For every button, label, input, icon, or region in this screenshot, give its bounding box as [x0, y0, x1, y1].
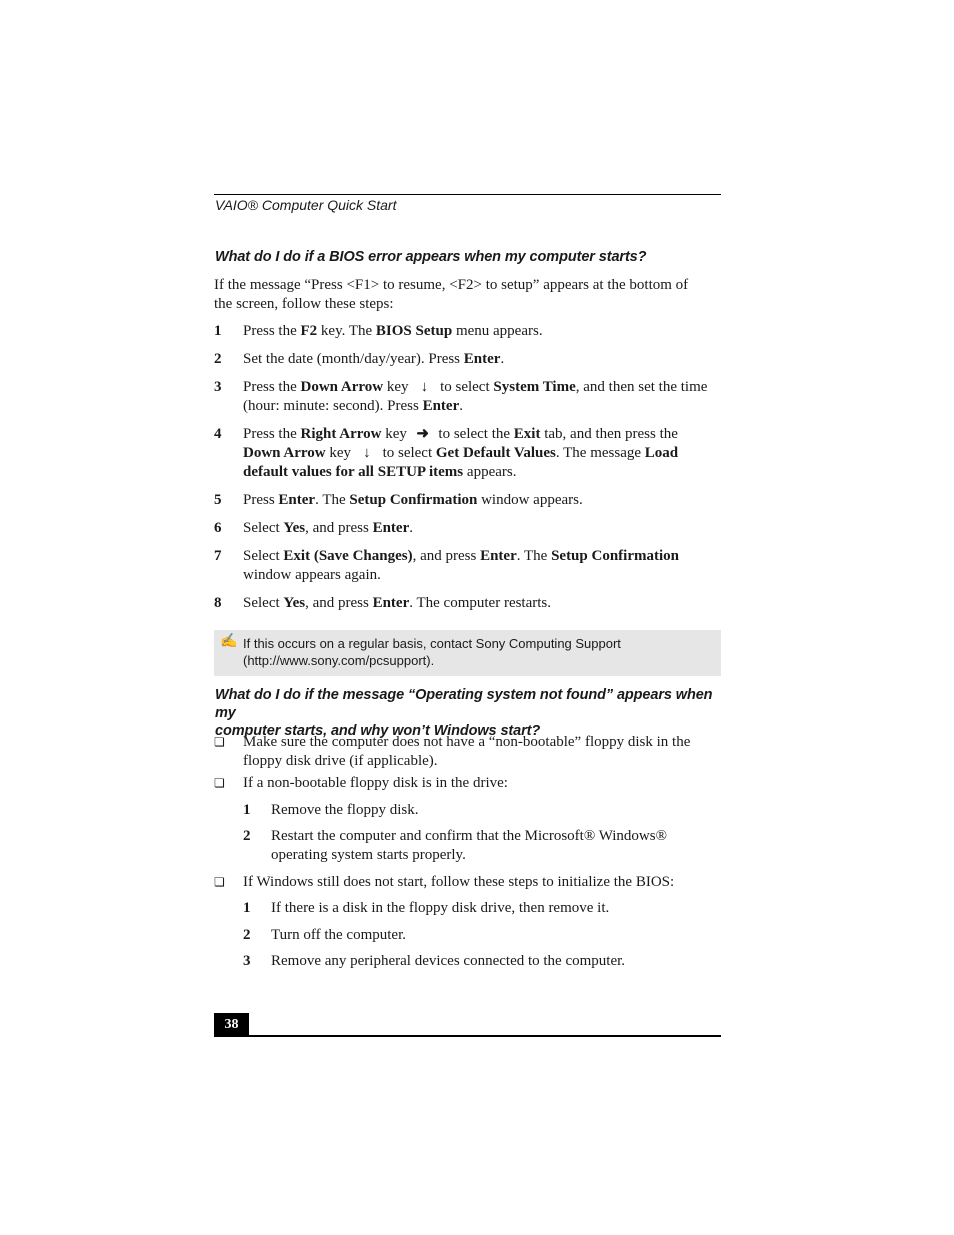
step-text: Select Exit (Save Changes), and press Enter. The Setup Confirmation window appears again.	[243, 548, 679, 583]
step-text: Press the Down Arrow key ↓ to select System Time, and then set the time (hour: minute: second). Press Enter.	[243, 379, 708, 414]
bullet-text: Make sure the computer does not have a “non-bootable” floppy disk in the floppy disk drive (if applicable).	[243, 734, 691, 769]
substep-text: If there is a disk in the floppy disk drive, then remove it.	[271, 900, 610, 916]
footer-rule	[214, 1035, 721, 1037]
down-arrow-icon: ↓	[420, 379, 429, 395]
substep-number: 1	[243, 802, 251, 818]
checkbox-bullet-icon: ❏	[214, 875, 225, 889]
intro-line-1: If the message “Press <F1> to resume, <F2> to setup” appears at the bottom of	[214, 277, 689, 293]
section-heading-bios-error: What do I do if a BIOS error appears when my computer starts?	[215, 249, 647, 265]
step-number: 2	[214, 351, 222, 367]
step-number: 4	[214, 426, 222, 442]
bullet-text: If Windows still does not start, follow these steps to initialize the BIOS:	[243, 874, 675, 890]
step-text: Set the date (month/day/year). Press Enter.	[243, 351, 505, 367]
step-number: 3	[214, 379, 222, 395]
checkbox-bullet-icon: ❏	[214, 735, 225, 749]
step-text: Select Yes, and press Enter.	[243, 520, 413, 536]
running-header: VAIO® Computer Quick Start	[215, 197, 397, 213]
step-number: 8	[214, 595, 222, 611]
step-text: Press Enter. The Setup Confirmation window appears.	[243, 492, 583, 508]
substep-number: 1	[243, 900, 251, 916]
step-number: 7	[214, 548, 222, 564]
pencil-note-icon: ✍	[220, 634, 238, 649]
down-arrow-icon: ↓	[363, 445, 371, 461]
step-text: Press the Right Arrow key ➜ to select the Exit tab, and then press the Down Arrow key ↓ to select Get Default Values. The message Load default values for all SETUP items appears.	[243, 426, 679, 480]
substep-text: Remove the floppy disk.	[271, 802, 419, 818]
step-number: 1	[214, 323, 222, 339]
intro-line-2: the screen, follow these steps:	[214, 296, 394, 312]
substep-text: Remove any peripheral devices connected to the computer.	[271, 953, 626, 969]
substep-number: 2	[243, 927, 251, 943]
note-text: If this occurs on a regular basis, contact Sony Computing Support (http://www.sony.com/pcsupport).	[243, 636, 621, 668]
checkbox-bullet-icon: ❏	[214, 776, 225, 790]
substep-text: Turn off the computer.	[271, 927, 406, 943]
substep-text: Restart the computer and confirm that the Microsoft® Windows® operating system starts properly.	[271, 828, 667, 863]
page-number: 38	[214, 1013, 249, 1036]
step-number: 5	[214, 492, 222, 508]
substep-number: 3	[243, 953, 251, 969]
section-heading-os-not-found: What do I do if the message “Operating system not found” appears when my computer starts, and why won’t Windows start?	[215, 687, 713, 739]
bullet-text: If a non-bootable floppy disk is in the drive:	[243, 775, 508, 791]
step-text: Press the F2 key. The BIOS Setup menu appears.	[243, 323, 543, 339]
header-rule	[214, 194, 721, 195]
step-number: 6	[214, 520, 222, 536]
right-arrow-icon: ➜	[416, 426, 429, 442]
substep-number: 2	[243, 828, 251, 844]
step-text: Select Yes, and press Enter. The computer restarts.	[243, 595, 552, 611]
